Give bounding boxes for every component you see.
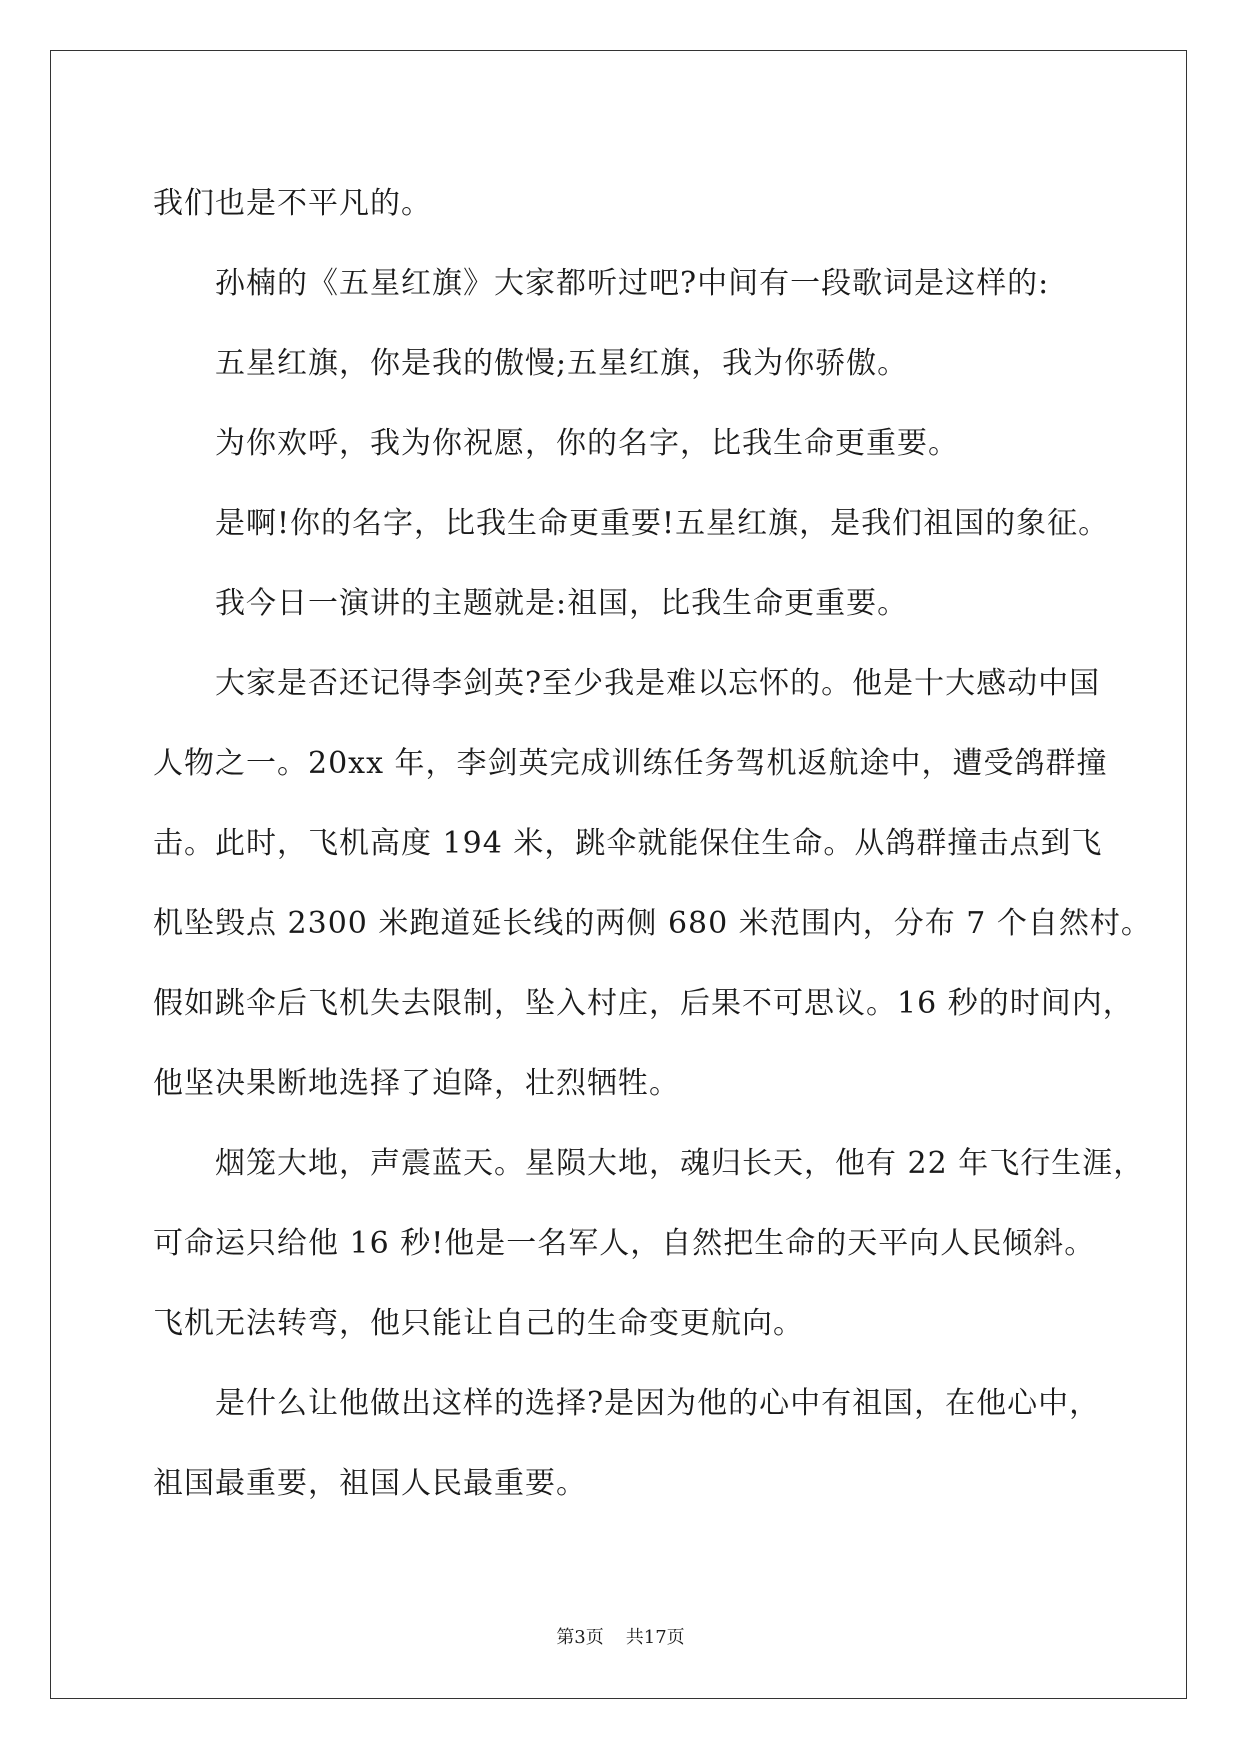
page-total: 共17页 xyxy=(625,1627,685,1648)
text-line-13: 烟笼大地，声震蓝天。星陨大地，魂归长天，他有 22 年飞行生涯， xyxy=(215,1146,1145,1181)
text-line-11: 假如跳伞后飞机失去限制，坠入村庄，后果不可思议。16 秒的时间内， xyxy=(153,986,1134,1021)
text-line-2: 孙楠的《五星红旗》大家都听过吧?中间有一段歌词是这样的: xyxy=(215,266,1050,301)
text-line-4: 为你欢呼，我为你祝愿，你的名字，比我生命更重要。 xyxy=(215,426,959,461)
text-line-8: 人物之一。20xx 年，李剑英完成训练任务驾机返航途中，遭受鸽群撞 xyxy=(153,746,1108,781)
text-line-3: 五星红旗，你是我的傲慢;五星红旗，我为你骄傲。 xyxy=(215,346,909,381)
page-footer xyxy=(0,1623,1241,1649)
text-line-6: 我今日一演讲的主题就是:祖国，比我生命更重要。 xyxy=(215,586,909,621)
document-body xyxy=(153,164,1152,1524)
text-line-7: 大家是否还记得李剑英?至少我是难以忘怀的。他是十大感动中国 xyxy=(215,666,1101,701)
text-line-14: 可命运只给他 16 秒!他是一名军人，自然把生命的天平向人民倾斜。 xyxy=(153,1226,1096,1261)
text-line-16: 是什么让他做出这样的选择?是因为他的心中有祖国，在他心中， xyxy=(215,1386,1101,1421)
text-line-12: 他坚决果断地选择了迫降，壮烈牺牲。 xyxy=(153,1066,680,1101)
text-line-9: 击。此时，飞机高度 194 米，跳伞就能保住生命。从鸽群撞击点到飞 xyxy=(153,826,1103,861)
page-number: 第3页 xyxy=(556,1627,604,1648)
text-line-17: 祖国最重要，祖国人民最重要。 xyxy=(153,1466,587,1501)
text-line-1: 我们也是不平凡的。 xyxy=(153,186,432,221)
text-line-5: 是啊!你的名字，比我生命更重要!五星红旗，是我们祖国的象征。 xyxy=(215,506,1110,541)
text-line-15: 飞机无法转弯，他只能让自己的生命变更航向。 xyxy=(153,1306,804,1341)
text-line-10: 机坠毁点 2300 米跑道延长线的两侧 680 米范围内，分布 7 个自然村。 xyxy=(153,906,1152,941)
